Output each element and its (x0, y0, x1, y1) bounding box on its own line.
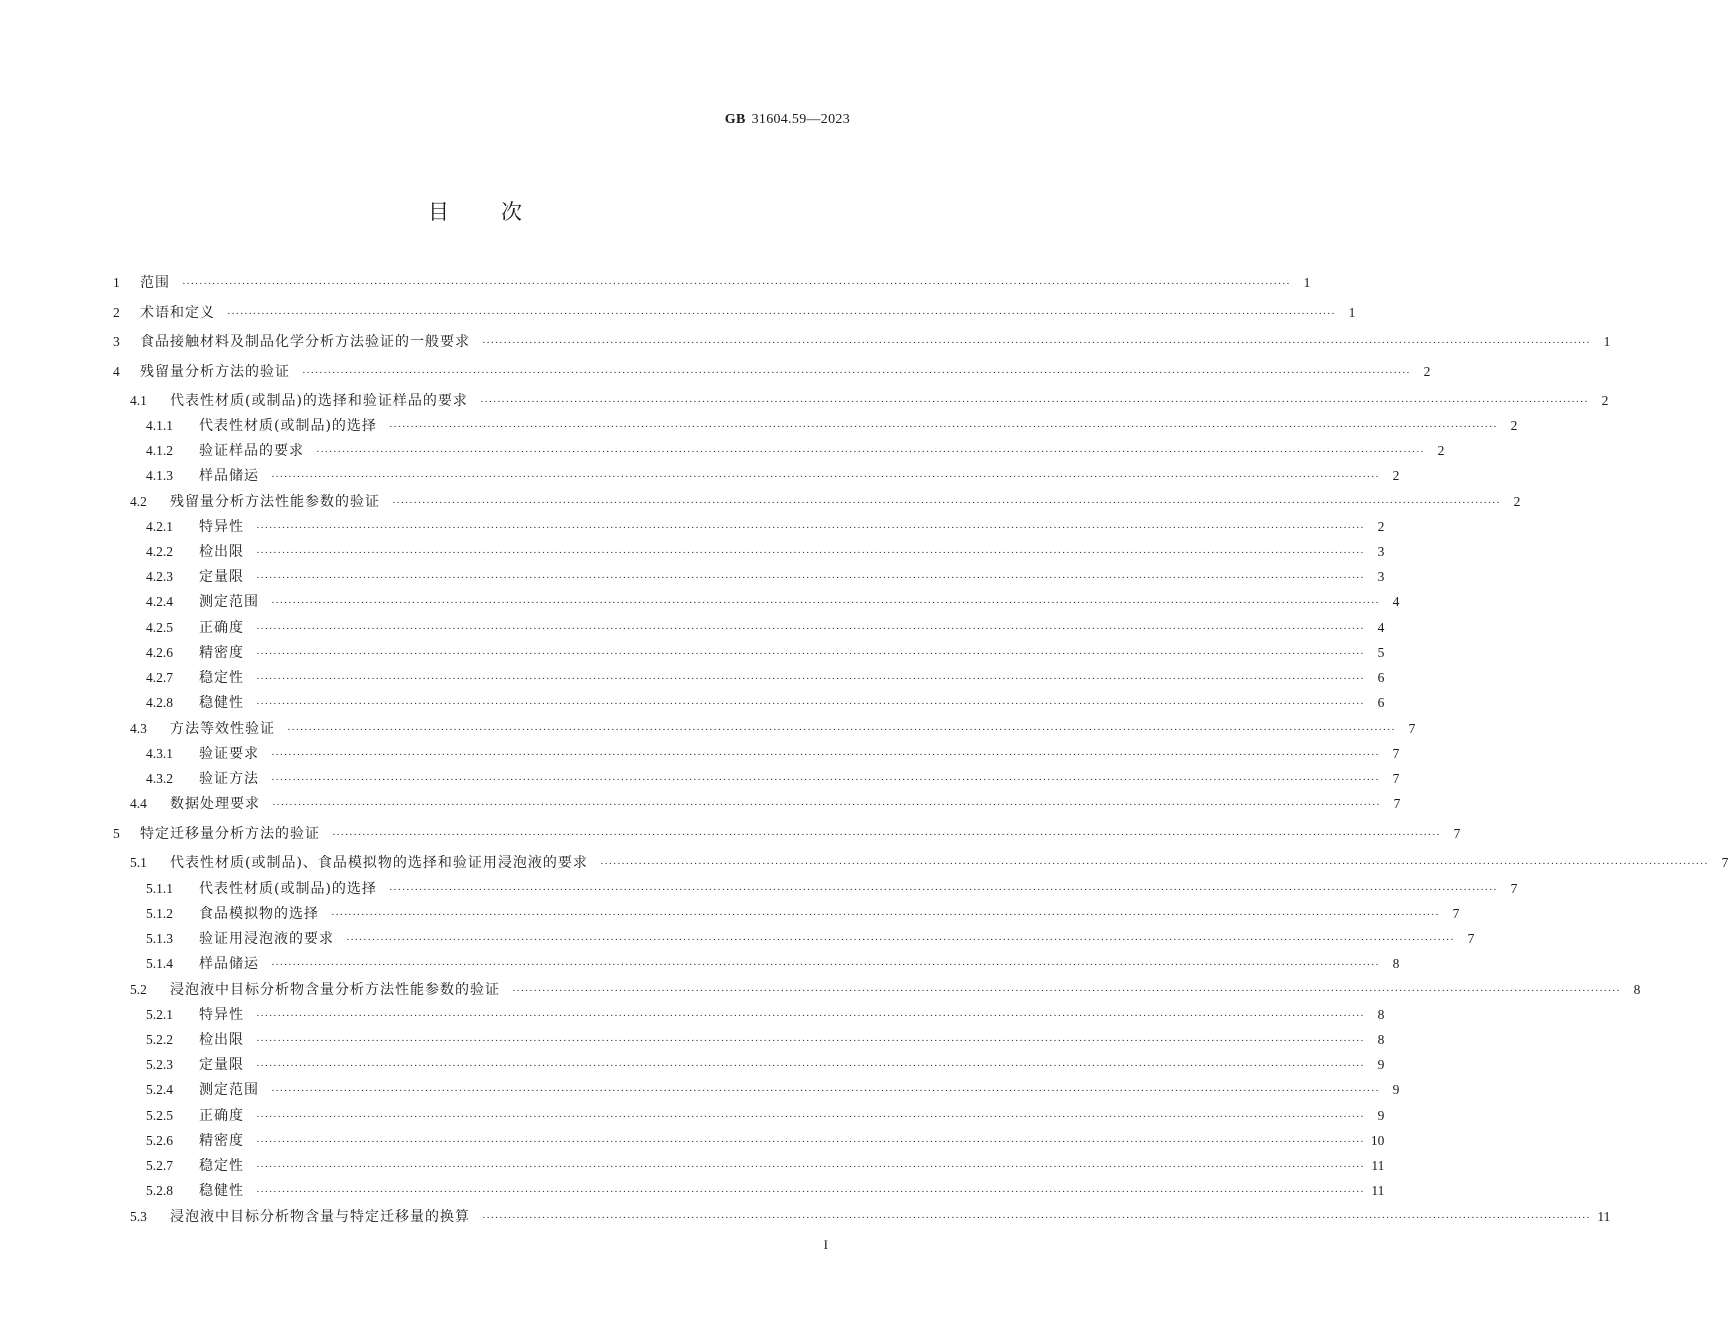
dot-leader: ···································································································································································································································································· (271, 749, 1380, 761)
standard-prefix: GB (724, 112, 746, 127)
toc-entry-label: 精密度 (199, 1133, 244, 1149)
toc-entry-number: 4.2.3 (146, 569, 173, 584)
dot-leader: ···································································································································································································································································· (256, 1136, 1365, 1148)
dot-leader: ···································································································································································································································································· (482, 1212, 1591, 1224)
toc-entry[interactable] (113, 331, 1611, 356)
toc-entry-number: 1 (113, 275, 120, 290)
toc-entry-number: 2 (113, 305, 120, 320)
toc-entry-label: 方法等效性验证 (170, 721, 275, 737)
toc-entry-label: 数据处理要求 (170, 796, 260, 812)
toc-entry[interactable] (146, 1079, 1400, 1104)
toc-entry-page: 7 (1452, 906, 1460, 921)
dot-leader: ···································································································································································································································································· (271, 959, 1380, 971)
toc-entry-label: 稳定性 (199, 670, 244, 686)
toc-entry-page: 8 (1633, 982, 1641, 997)
toc-entry-label: 食品接触材料及制品化学分析方法验证的一般要求 (140, 334, 470, 350)
dot-leader: ···································································································································································································································································· (256, 1060, 1365, 1072)
toc-entry-page: 2 (1510, 418, 1518, 433)
toc-entry-page: 2 (1513, 494, 1521, 509)
toc-entry-number: 5.1.1 (146, 881, 173, 896)
toc-entry-label: 定量限 (199, 1057, 244, 1073)
toc-entry-page: 8 (1377, 1032, 1385, 1047)
toc-entry-number: 5.1 (130, 855, 147, 870)
toc-entry-label: 浸泡液中目标分析物含量分析方法性能参数的验证 (170, 982, 500, 998)
toc-entry-number: 4.1.3 (146, 468, 173, 483)
toc-entry-number: 5.3 (130, 1209, 147, 1224)
toc-entry-label: 代表性材质(或制品)、食品模拟物的选择和验证用浸泡液的要求 (170, 855, 588, 871)
dot-leader: ···································································································································································································································································· (316, 446, 1425, 458)
toc-entry[interactable] (146, 1180, 1385, 1205)
toc-entry-label: 稳定性 (199, 1158, 244, 1174)
toc-entry-number: 4.2.7 (146, 670, 173, 685)
toc-entry-number: 5.2.3 (146, 1057, 173, 1072)
dot-leader: ···································································································································································································································································· (256, 572, 1365, 584)
toc-entry[interactable] (130, 491, 1521, 516)
toc-entry-number: 4.3 (130, 721, 147, 736)
toc-entry[interactable] (146, 878, 1518, 903)
toc-entry-number: 4 (113, 364, 120, 379)
toc-entry-page: 7 (1393, 796, 1401, 811)
toc-entry-number: 4.4 (130, 796, 147, 811)
toc-entry[interactable] (130, 1206, 1611, 1231)
toc-entry-label: 验证样品的要求 (199, 443, 304, 459)
toc-entry-number: 5.2.2 (146, 1032, 173, 1047)
toc-entry-page: 2 (1423, 364, 1431, 379)
toc-entry-page: 7 (1510, 881, 1518, 896)
toc-entry-number: 4.2 (130, 494, 147, 509)
toc-entry-label: 正确度 (199, 1108, 244, 1124)
dot-leader: ···································································································································································································································································· (256, 547, 1365, 559)
dot-leader: ···································································································································································································································································· (331, 909, 1440, 921)
toc-entry-page: 4 (1392, 594, 1400, 609)
toc-entry[interactable] (146, 516, 1385, 541)
toc-entry-page: 2 (1601, 393, 1609, 408)
dot-leader: ···································································································································································································································································· (388, 884, 1498, 896)
toc-entry-number: 4.2.4 (146, 594, 173, 609)
toc-entry-page: 8 (1377, 1007, 1385, 1022)
toc-entry[interactable] (146, 1054, 1385, 1079)
toc-entry[interactable] (146, 617, 1385, 642)
toc-entry-page: 7 (1392, 771, 1400, 786)
dot-leader: ···································································································································································································································································· (256, 698, 1365, 710)
toc-entry-number: 5 (113, 826, 120, 841)
toc-entry[interactable] (146, 692, 1385, 717)
toc-entry[interactable] (113, 361, 1431, 386)
toc-entry-label: 代表性材质(或制品)的选择和验证样品的要求 (170, 393, 468, 409)
toc-entry-page: 2 (1392, 468, 1400, 483)
dot-leader: ···································································································································································································································································· (482, 337, 1591, 349)
toc-entry-label: 残留量分析方法的验证 (140, 364, 290, 380)
toc-entry-label: 特定迁移量分析方法的验证 (140, 826, 320, 842)
toc-entry-page: 1 (1303, 275, 1311, 290)
toc-entry[interactable] (146, 768, 1400, 793)
toc-entry-label: 定量限 (199, 569, 244, 585)
toc-entry[interactable] (146, 642, 1385, 667)
toc-entry[interactable] (146, 415, 1518, 440)
toc-entry[interactable] (146, 953, 1400, 978)
dot-leader: ···································································································································································································································································· (272, 799, 1381, 811)
dot-leader: ···································································································································································································································································· (256, 1186, 1365, 1198)
standard-number: 31604.59—2023 (751, 112, 850, 127)
toc-entry-label: 检出限 (199, 544, 244, 560)
toc-entry-label: 代表性材质(或制品)的选择 (199, 418, 377, 434)
toc-entry-number: 4.1.1 (146, 418, 173, 433)
toc-entry[interactable] (146, 743, 1400, 768)
toc-entry-page: 2 (1377, 519, 1385, 534)
toc-entry[interactable] (113, 302, 1356, 327)
toc-entry-number: 4.2.1 (146, 519, 173, 534)
toc-entry-number: 3 (113, 334, 120, 349)
toc-entry-page: 2 (1437, 443, 1445, 458)
dot-leader: ···································································································································································································································································· (388, 421, 1498, 433)
dot-leader: ···································································································································································································································································· (256, 623, 1365, 635)
toc-entry-label: 术语和定义 (140, 305, 215, 321)
toc-entry-number: 5.1.2 (146, 906, 173, 921)
toc-entry-label: 测定范围 (199, 594, 259, 610)
toc-entry-page: 6 (1377, 695, 1385, 710)
toc-entry[interactable] (146, 1004, 1385, 1029)
page-title (0, 196, 950, 226)
dot-leader: ···································································································································································································································································· (256, 1111, 1365, 1123)
toc-entry-label: 精密度 (199, 645, 244, 661)
toc-entry[interactable] (146, 1130, 1385, 1155)
toc-entry-number: 5.1.3 (146, 931, 173, 946)
toc-entry-label: 食品模拟物的选择 (199, 906, 319, 922)
title-part-1: 目 (428, 200, 449, 224)
toc-entry-page: 3 (1377, 569, 1385, 584)
toc-entry-number: 5.2 (130, 982, 147, 997)
dot-leader: ···································································································································································································································································· (512, 985, 1621, 997)
dot-leader: ···································································································································································································································································· (271, 1085, 1380, 1097)
toc-entry-number: 4.2.8 (146, 695, 173, 710)
dot-leader: ···································································································································································································································································· (256, 522, 1365, 534)
toc-entry-page: 1 (1603, 334, 1611, 349)
toc-entry-label: 范围 (140, 275, 170, 291)
dot-leader: ···································································································································································································································································· (392, 497, 1501, 509)
toc-entry-label: 检出限 (199, 1032, 244, 1048)
dot-leader: ···································································································································································································································································· (227, 308, 1336, 320)
dot-leader: ···································································································································································································································································· (256, 1161, 1365, 1173)
toc-entry-page: 5 (1377, 645, 1385, 660)
toc-entry-number: 4.2.2 (146, 544, 173, 559)
toc-entry-label: 正确度 (199, 620, 244, 636)
dot-leader: ···································································································································································································································································· (479, 396, 1589, 408)
toc-entry-page: 11 (1371, 1158, 1385, 1173)
dot-leader: ···································································································································································································································································· (271, 774, 1380, 786)
toc-entry-page: 3 (1377, 544, 1385, 559)
toc-entry-label: 代表性材质(或制品)的选择 (199, 881, 377, 897)
document-header (725, 112, 850, 128)
toc-entry-label: 残留量分析方法性能参数的验证 (170, 494, 380, 510)
toc-entry-label: 验证用浸泡液的要求 (199, 931, 334, 947)
toc-entry-label: 特异性 (199, 519, 244, 535)
toc-entry[interactable] (113, 272, 1311, 297)
toc-entry-number: 4.1.2 (146, 443, 173, 458)
dot-leader: ···································································································································································································································································· (287, 724, 1396, 736)
toc-entry[interactable] (146, 465, 1400, 490)
toc-entry[interactable] (146, 903, 1460, 928)
dot-leader: ···································································································································································································································································· (346, 934, 1455, 946)
toc-entry[interactable] (146, 1105, 1385, 1130)
toc-entry-page: 9 (1392, 1082, 1400, 1097)
dot-leader: ···································································································································································································································································· (256, 1035, 1365, 1047)
toc-entry-page: 11 (1371, 1183, 1385, 1198)
dot-leader: ···································································································································································································································································· (302, 367, 1411, 379)
toc-entry-label: 验证方法 (199, 771, 259, 787)
toc-entry[interactable] (146, 1029, 1385, 1054)
toc-entry-number: 5.1.4 (146, 956, 173, 971)
toc-entry-label: 测定范围 (199, 1082, 259, 1098)
toc-entry-number: 4.2.6 (146, 645, 173, 660)
toc-entry[interactable] (146, 667, 1385, 692)
toc-entry[interactable] (130, 793, 1401, 818)
toc-entry[interactable] (146, 591, 1400, 616)
toc-entry-page: 9 (1377, 1057, 1385, 1072)
toc-entry-label: 特异性 (199, 1007, 244, 1023)
page-number: I (823, 1237, 828, 1252)
toc-entry-label: 浸泡液中目标分析物含量与特定迁移量的换算 (170, 1209, 470, 1225)
toc-entry-page: 9 (1377, 1108, 1385, 1123)
toc-entry-page: 7 (1392, 746, 1400, 761)
toc-entry-number: 5.2.4 (146, 1082, 173, 1097)
toc-entry-page: 11 (1597, 1209, 1611, 1224)
toc-entry-number: 4.2.5 (146, 620, 173, 635)
dot-leader: ···································································································································································································································································· (256, 673, 1365, 685)
toc-entry-number: 5.2.1 (146, 1007, 173, 1022)
toc-entry-label: 稳健性 (199, 695, 244, 711)
toc-entry-page: 7 (1721, 855, 1728, 870)
title-part-2: 次 (501, 200, 522, 224)
toc-entry-page: 7 (1453, 826, 1461, 841)
dot-leader: ···································································································································································································································································· (256, 648, 1365, 660)
toc-entry[interactable] (146, 566, 1385, 591)
toc-entry[interactable] (130, 390, 1609, 415)
toc-entry-label: 样品储运 (199, 956, 259, 972)
toc-entry[interactable] (146, 1155, 1385, 1180)
toc-entry-page: 7 (1467, 931, 1475, 946)
toc-entry-number: 4.3.1 (146, 746, 173, 761)
toc-entry[interactable] (130, 718, 1416, 743)
dot-leader: ···································································································································································································································································· (256, 1010, 1365, 1022)
toc-entry-page: 7 (1408, 721, 1416, 736)
dot-leader: ···································································································································································································································································· (182, 278, 1291, 290)
toc-entry-label: 稳健性 (199, 1183, 244, 1199)
toc-entry[interactable] (146, 928, 1475, 953)
toc-entry-label: 验证要求 (199, 746, 259, 762)
toc-entry-page: 4 (1377, 620, 1385, 635)
toc-entry-number: 5.2.6 (146, 1133, 173, 1148)
toc-entry[interactable] (113, 823, 1461, 848)
toc-entry-number: 5.2.7 (146, 1158, 173, 1173)
toc-entry[interactable] (130, 852, 1728, 877)
dot-leader: ···································································································································································································································································· (332, 829, 1441, 841)
dot-leader: ···································································································································································································································································· (271, 597, 1380, 609)
toc-entry-page: 6 (1377, 670, 1385, 685)
toc-entry-page: 1 (1348, 305, 1356, 320)
toc-entry-label: 样品储运 (199, 468, 259, 484)
toc-entry-number: 4.1 (130, 393, 147, 408)
toc-entry-page: 10 (1370, 1133, 1385, 1148)
toc-entry[interactable] (146, 541, 1385, 566)
toc-entry-number: 5.2.5 (146, 1108, 173, 1123)
toc-entry[interactable] (130, 979, 1641, 1004)
dot-leader: ···································································································································································································································································· (271, 471, 1380, 483)
toc-entry-number: 4.3.2 (146, 771, 173, 786)
toc-entry[interactable] (146, 440, 1445, 465)
dot-leader: ···································································································································································································································································· (599, 858, 1709, 870)
toc-entry-number: 5.2.8 (146, 1183, 173, 1198)
toc-entry-page: 8 (1392, 956, 1400, 971)
